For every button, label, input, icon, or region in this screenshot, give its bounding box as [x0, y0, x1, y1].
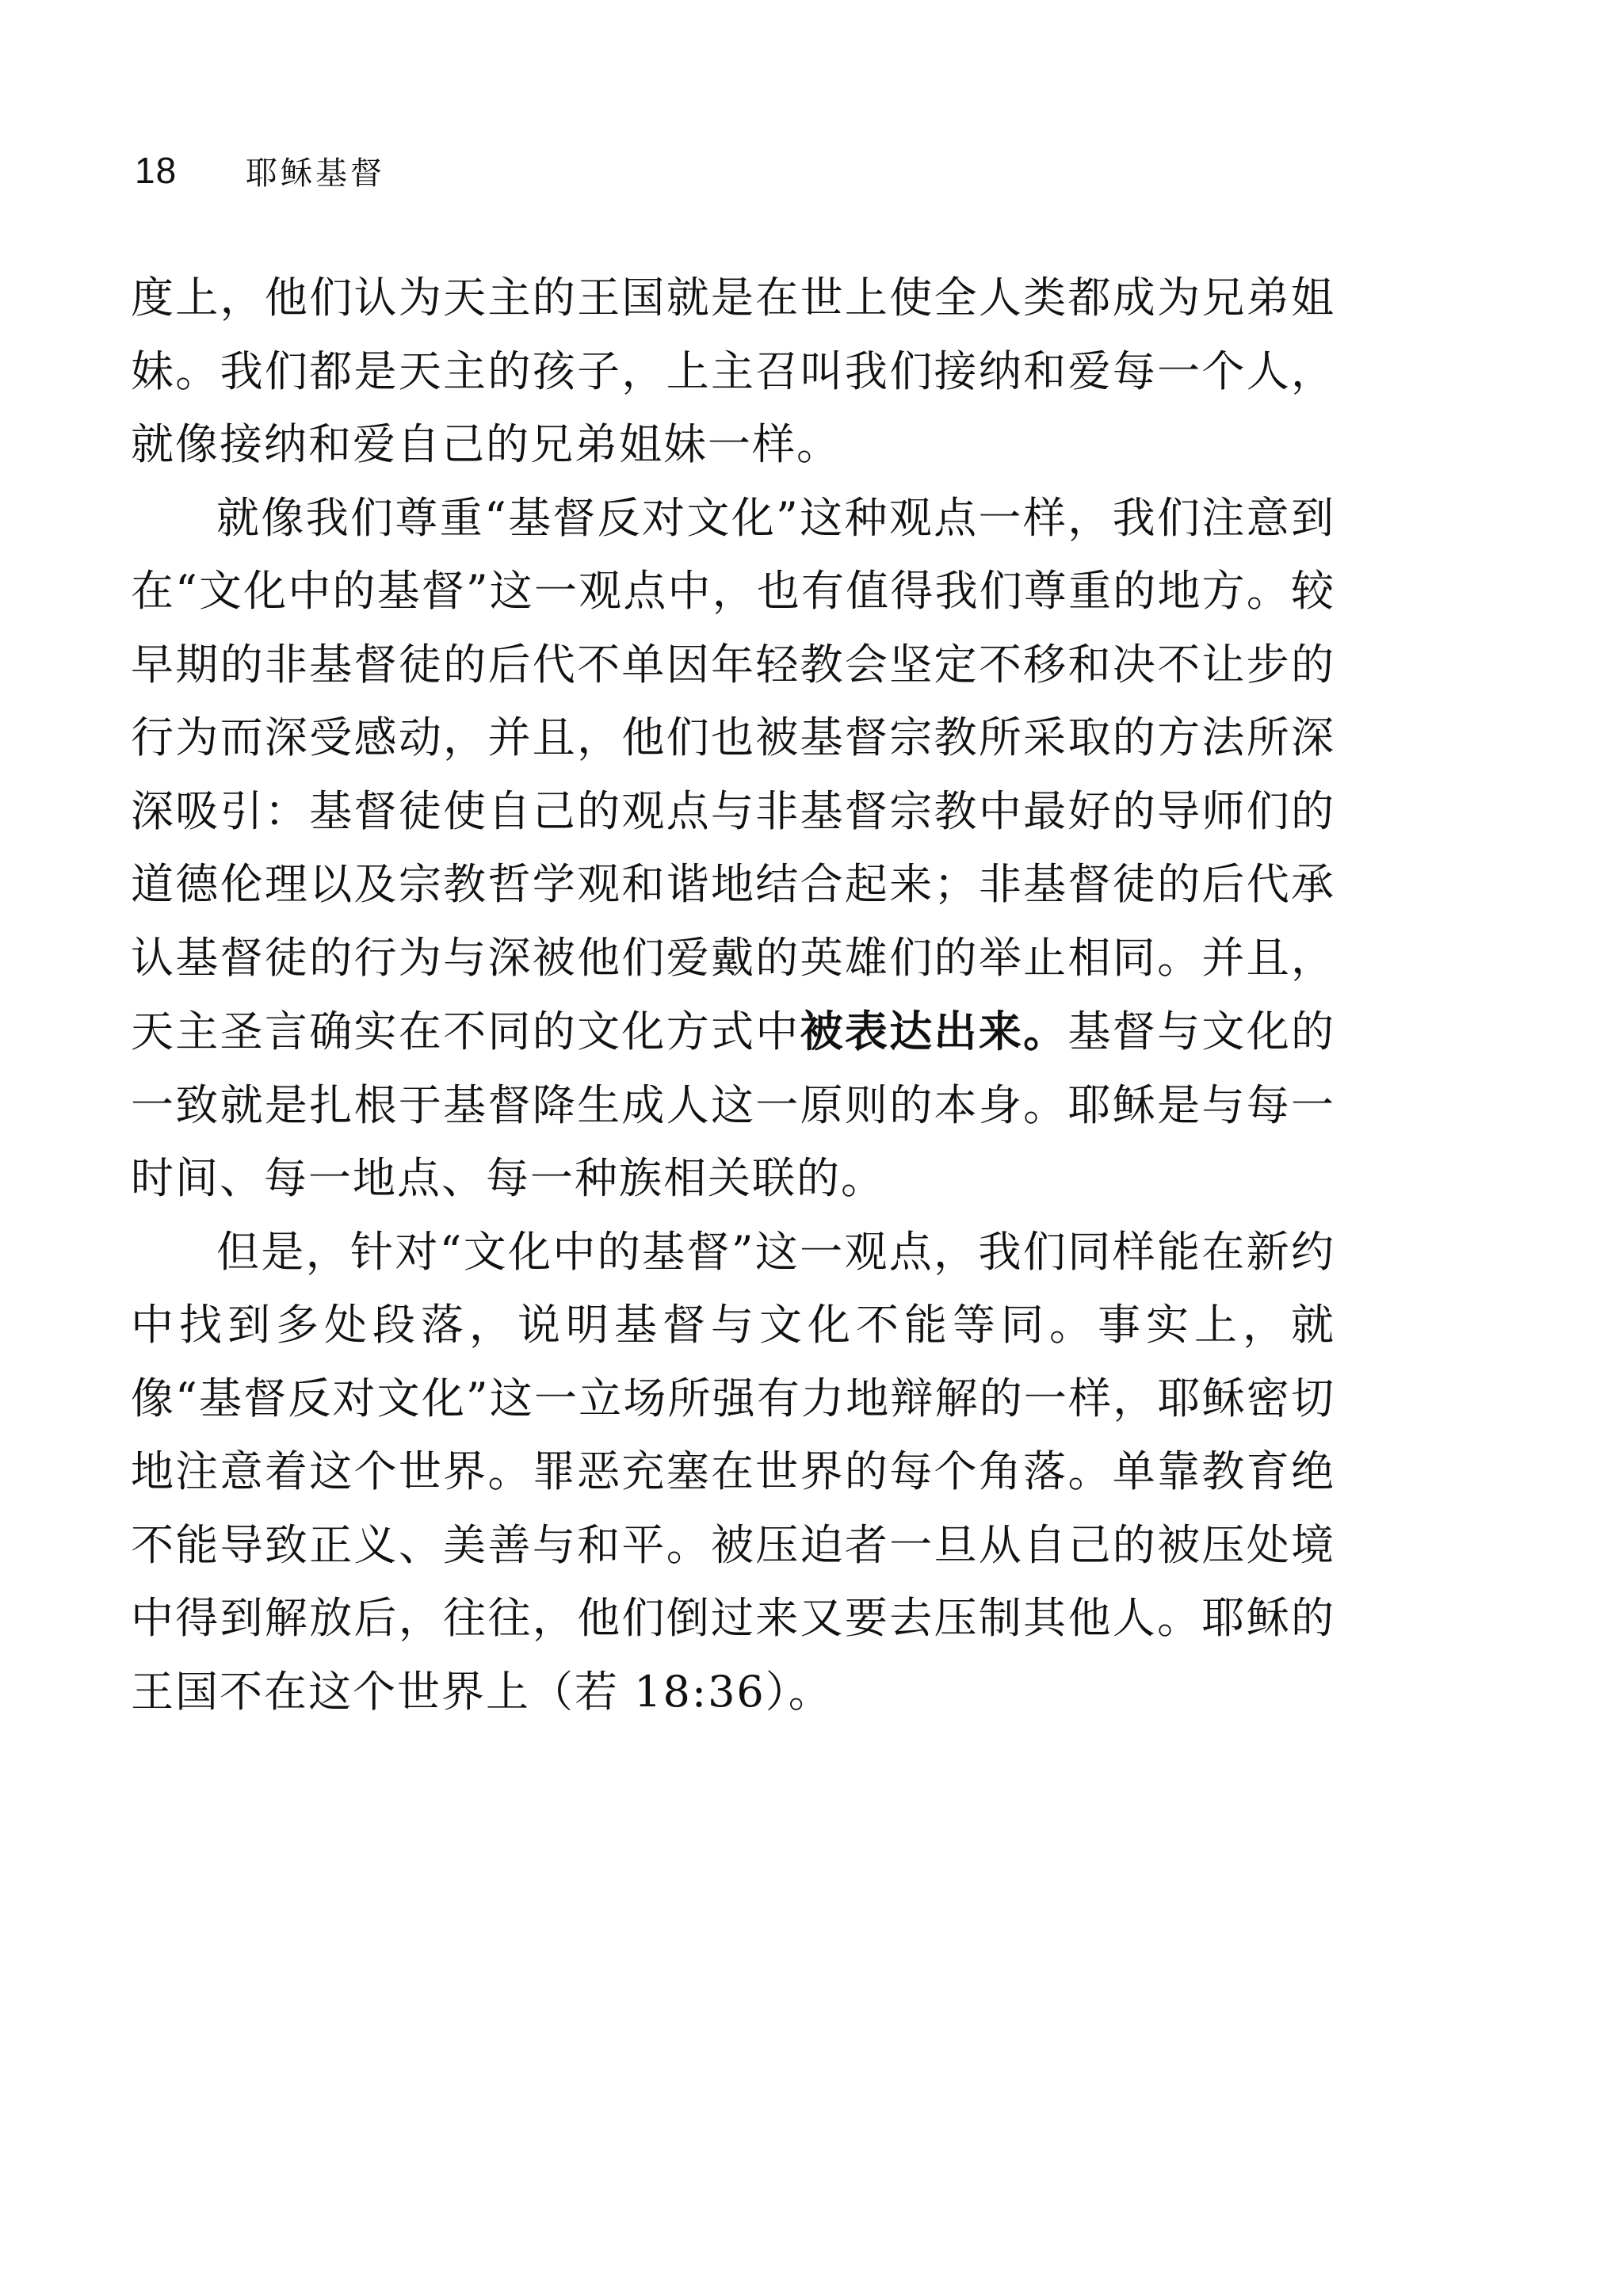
paragraph-text: 度上，他们认为天主的王国就是在世上使全人类都成为兄弟姐妹。我们都是天主的孩子，上主召叫我们接纳和爱每一个人，就像接纳和爱自己的兄弟姐妹一样。: [131, 273, 1335, 469]
running-header: [135, 143, 385, 198]
paragraph-text: 基督与文化的一致就是扎根于基督降生成人这一原则的本身。耶稣是与每一时间、每一地点、每一种族相关联的。: [131, 1007, 1336, 1203]
paragraph: [131, 1216, 1335, 1729]
paragraph: [131, 482, 1335, 1216]
paragraph-continued: [131, 262, 1335, 482]
bold-emphasis-text: 被表达出来。: [800, 1006, 1068, 1056]
paragraph-text: 但是，针对“文化中的基督”这一观点，我们同样能在新约中找到多处段落，说明基督与文化不能等同。事实上，就像“基督反对文化”这一立场所强有力地辩解的一样，耶稣密切地注意着这个世界。罪恶充塞在世界的每个角落。单靠教育绝不能导致正义、美善与和平。被压迫者一旦从自己的被压处境中得到解放后，往往，他们倒过来又要去压制其他人。耶稣的王国不在这个世界上（若 18:36）。: [131, 1226, 1335, 1717]
page-number: 18: [135, 150, 178, 191]
body-text: [131, 262, 1335, 1729]
book-title: 耶稣基督: [246, 155, 385, 192]
paragraph-text: 就像我们尊重“基督反对文化”这种观点一样，我们注意到在“文化中的基督”这一观点中，也有值得我们尊重的地方。较早期的非基督徒的后代不单因年轻教会坚定不移和决不让步的行为而深受感动，并且，他们也被基督宗教所采取的方法所深深吸引：基督徒使自己的观点与非基督宗教中最好的导师们的道德伦理以及宗教哲学观和谐地结合起来；非基督徒的后代承认基督徒的行为与深被他们爱戴的英雄们的举止相同。并且，天主圣言确实在不同的文化方式中: [131, 492, 1335, 1056]
